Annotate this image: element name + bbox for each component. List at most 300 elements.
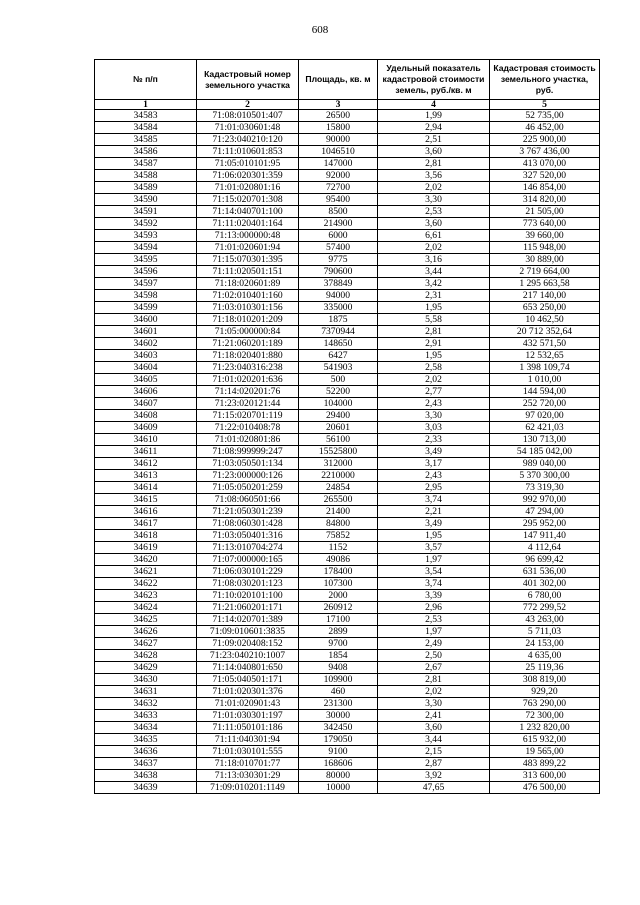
area-cell: 107300 (299, 578, 378, 590)
cadastral-value-cell: 5 711,03 (490, 626, 600, 638)
row-number-cell: 34608 (95, 410, 197, 422)
table-row (95, 542, 600, 554)
specific-value-cell: 2,87 (378, 758, 490, 770)
row-number-cell: 34614 (95, 482, 197, 494)
cadastral-value-cell: 1 295 663,58 (490, 278, 600, 290)
cadastral-value-cell: 295 952,00 (490, 518, 600, 530)
cadastral-value-cell: 24 153,00 (490, 638, 600, 650)
column-number: 3 (299, 100, 378, 110)
specific-value-cell: 3,17 (378, 458, 490, 470)
cadastral-value-cell: 615 932,00 (490, 734, 600, 746)
area-cell: 56100 (299, 434, 378, 446)
area-cell: 90000 (299, 134, 378, 146)
row-number-cell: 34598 (95, 290, 197, 302)
area-cell: 94000 (299, 290, 378, 302)
table-row (95, 134, 600, 146)
cadastral-number-cell: 71:02:010401:160 (197, 290, 299, 302)
row-number-cell: 34632 (95, 698, 197, 710)
cadastral-number-cell: 71:21:050301:239 (197, 506, 299, 518)
row-number-cell: 34613 (95, 470, 197, 482)
area-cell: 9700 (299, 638, 378, 650)
area-cell: 49086 (299, 554, 378, 566)
row-number-cell: 34604 (95, 362, 197, 374)
cadastral-value-cell: 39 660,00 (490, 230, 600, 242)
specific-value-cell: 2,67 (378, 662, 490, 674)
row-number-cell: 34625 (95, 614, 197, 626)
column-number: 5 (490, 100, 600, 110)
row-number-cell: 34622 (95, 578, 197, 590)
area-cell: 1152 (299, 542, 378, 554)
area-cell: 24854 (299, 482, 378, 494)
row-number-cell: 34612 (95, 458, 197, 470)
cadastral-value-cell: 30 889,00 (490, 254, 600, 266)
area-cell: 26500 (299, 110, 378, 122)
table-row (95, 302, 600, 314)
specific-value-cell: 2,91 (378, 338, 490, 350)
table-row (95, 182, 600, 194)
cadastral-value-cell: 308 819,00 (490, 674, 600, 686)
area-cell: 6000 (299, 230, 378, 242)
cadastral-value-cell: 47 294,00 (490, 506, 600, 518)
column-number: 1 (95, 100, 197, 110)
table-row (95, 746, 600, 758)
area-cell: 72700 (299, 182, 378, 194)
cadastral-value-cell: 147 911,40 (490, 530, 600, 542)
cadastral-number-cell: 71:03:050401:316 (197, 530, 299, 542)
row-number-cell: 34603 (95, 350, 197, 362)
specific-value-cell: 1,95 (378, 530, 490, 542)
cadastral-number-cell: 71:21:060201:189 (197, 338, 299, 350)
area-cell: 9408 (299, 662, 378, 674)
row-number-cell: 34588 (95, 170, 197, 182)
area-cell: 342450 (299, 722, 378, 734)
row-number-cell: 34596 (95, 266, 197, 278)
row-number-cell: 34615 (95, 494, 197, 506)
table-row (95, 710, 600, 722)
cadastral-number-cell: 71:01:020801:86 (197, 434, 299, 446)
cadastral-number-cell: 71:13:010704:274 (197, 542, 299, 554)
cadastral-value-cell: 25 119,36 (490, 662, 600, 674)
specific-value-cell: 3,30 (378, 194, 490, 206)
cadastral-value-cell: 21 505,00 (490, 206, 600, 218)
specific-value-cell: 2,43 (378, 470, 490, 482)
table-row (95, 530, 600, 542)
table-row (95, 422, 600, 434)
cadastral-number-cell: 71:08:060501:66 (197, 494, 299, 506)
specific-value-cell: 3,30 (378, 698, 490, 710)
cadastral-value-cell: 5 370 300,00 (490, 470, 600, 482)
specific-value-cell: 2,02 (378, 374, 490, 386)
table-row (95, 242, 600, 254)
cadastral-number-cell: 71:18:010701:77 (197, 758, 299, 770)
cadastral-number-cell: 71:15:020701:119 (197, 410, 299, 422)
table-row (95, 254, 600, 266)
cadastral-number-cell: 71:13:000000:48 (197, 230, 299, 242)
row-number-cell: 34629 (95, 662, 197, 674)
table-row (95, 518, 600, 530)
cadastral-value-cell: 992 970,00 (490, 494, 600, 506)
cadastral-value-cell: 217 140,00 (490, 290, 600, 302)
cadastral-value-cell: 43 263,00 (490, 614, 600, 626)
table-row (95, 782, 600, 794)
table-body (95, 110, 600, 794)
row-number-cell: 34617 (95, 518, 197, 530)
row-number-cell: 34602 (95, 338, 197, 350)
row-number-cell: 34592 (95, 218, 197, 230)
row-number-cell: 34618 (95, 530, 197, 542)
row-number-cell: 34628 (95, 650, 197, 662)
cadastral-number-cell: 71:11:040301:94 (197, 734, 299, 746)
specific-value-cell: 5,58 (378, 314, 490, 326)
area-cell: 790600 (299, 266, 378, 278)
area-cell: 80000 (299, 770, 378, 782)
cadastral-value-cell: 225 900,00 (490, 134, 600, 146)
specific-value-cell: 1,97 (378, 554, 490, 566)
specific-value-cell: 3,03 (378, 422, 490, 434)
area-cell: 7370944 (299, 326, 378, 338)
area-cell: 214900 (299, 218, 378, 230)
area-cell: 17100 (299, 614, 378, 626)
cadastral-number-cell: 71:23:000000:126 (197, 470, 299, 482)
cadastral-number-cell: 71:11:020501:151 (197, 266, 299, 278)
area-cell: 15800 (299, 122, 378, 134)
cadastral-value-cell: 20 712 352,64 (490, 326, 600, 338)
row-number-cell: 34583 (95, 110, 197, 122)
specific-value-cell: 6,61 (378, 230, 490, 242)
specific-value-cell: 2,51 (378, 134, 490, 146)
cadastral-number-cell: 71:23:040316:238 (197, 362, 299, 374)
row-number-cell: 34619 (95, 542, 197, 554)
row-number-cell: 34599 (95, 302, 197, 314)
area-cell: 2899 (299, 626, 378, 638)
specific-value-cell: 2,41 (378, 710, 490, 722)
cadastral-number-cell: 71:05:010101:95 (197, 158, 299, 170)
specific-value-cell: 2,77 (378, 386, 490, 398)
row-number-cell: 34631 (95, 686, 197, 698)
area-cell: 8500 (299, 206, 378, 218)
cadastral-number-cell: 71:14:020701:389 (197, 614, 299, 626)
specific-value-cell: 2,81 (378, 158, 490, 170)
cadastral-number-cell: 71:18:010201:209 (197, 314, 299, 326)
table-row (95, 206, 600, 218)
row-number-cell: 34636 (95, 746, 197, 758)
table-row (95, 122, 600, 134)
table-row (95, 362, 600, 374)
table-row (95, 494, 600, 506)
specific-value-cell: 2,94 (378, 122, 490, 134)
table-row (95, 218, 600, 230)
specific-value-cell: 3,30 (378, 410, 490, 422)
cadastral-value-cell: 19 565,00 (490, 746, 600, 758)
area-cell: 104000 (299, 398, 378, 410)
header-row-number: № п/п (95, 60, 197, 100)
cadastral-number-cell: 71:11:050101:186 (197, 722, 299, 734)
specific-value-cell: 3,74 (378, 578, 490, 590)
area-cell: 1854 (299, 650, 378, 662)
table-row (95, 734, 600, 746)
specific-value-cell: 2,81 (378, 674, 490, 686)
cadastral-value-cell: 2 719 664,00 (490, 266, 600, 278)
row-number-cell: 34630 (95, 674, 197, 686)
specific-value-cell: 2,21 (378, 506, 490, 518)
page-number: 608 (311, 24, 329, 36)
row-number-cell: 34637 (95, 758, 197, 770)
table-row (95, 626, 600, 638)
row-number-cell: 34620 (95, 554, 197, 566)
table-row (95, 410, 600, 422)
area-cell: 75852 (299, 530, 378, 542)
row-number-cell: 34633 (95, 710, 197, 722)
area-cell: 178400 (299, 566, 378, 578)
cadastral-number-cell: 71:15:070301:395 (197, 254, 299, 266)
specific-value-cell: 3,74 (378, 494, 490, 506)
header-area: Площадь, кв. м (299, 60, 378, 100)
specific-value-cell: 3,57 (378, 542, 490, 554)
area-cell: 95400 (299, 194, 378, 206)
specific-value-cell: 2,33 (378, 434, 490, 446)
table-row (95, 278, 600, 290)
cadastral-number-cell: 71:08:999999:247 (197, 446, 299, 458)
cadastral-value-cell: 46 452,00 (490, 122, 600, 134)
table-row (95, 638, 600, 650)
table-row (95, 662, 600, 674)
column-number: 2 (197, 100, 299, 110)
row-number-cell: 34586 (95, 146, 197, 158)
table-row (95, 110, 600, 122)
row-number-cell: 34591 (95, 206, 197, 218)
specific-value-cell: 2,81 (378, 326, 490, 338)
cadastral-number-cell: 71:22:010408:78 (197, 422, 299, 434)
area-cell: 29400 (299, 410, 378, 422)
row-number-cell: 34587 (95, 158, 197, 170)
cadastral-value-cell: 432 571,50 (490, 338, 600, 350)
header-specific-value: Удельный показатель кадастровой стоимости земель, руб./кв. м (378, 60, 490, 100)
cadastral-number-cell: 71:23:020121:44 (197, 398, 299, 410)
cadastral-value-cell: 314 820,00 (490, 194, 600, 206)
area-cell: 109900 (299, 674, 378, 686)
row-number-cell: 34590 (95, 194, 197, 206)
area-cell: 541903 (299, 362, 378, 374)
area-cell: 265500 (299, 494, 378, 506)
cadastral-value-cell: 401 302,00 (490, 578, 600, 590)
specific-value-cell: 2,53 (378, 614, 490, 626)
specific-value-cell: 3,44 (378, 734, 490, 746)
table-row (95, 146, 600, 158)
cadastral-value-cell: 989 040,00 (490, 458, 600, 470)
row-number-cell: 34626 (95, 626, 197, 638)
table-row (95, 650, 600, 662)
row-number-cell: 34616 (95, 506, 197, 518)
cadastral-value-cell: 10 462,50 (490, 314, 600, 326)
cadastral-value-cell: 772 299,52 (490, 602, 600, 614)
area-cell: 20601 (299, 422, 378, 434)
specific-value-cell: 1,95 (378, 302, 490, 314)
row-number-cell: 34621 (95, 566, 197, 578)
area-cell: 460 (299, 686, 378, 698)
table-row (95, 722, 600, 734)
row-number-cell: 34589 (95, 182, 197, 194)
table-row (95, 194, 600, 206)
cadastral-value-cell: 476 500,00 (490, 782, 600, 794)
cadastral-number-cell: 71:01:030301:197 (197, 710, 299, 722)
specific-value-cell: 2,49 (378, 638, 490, 650)
specific-value-cell: 3,42 (378, 278, 490, 290)
cadastral-value-cell: 631 536,00 (490, 566, 600, 578)
table-row (95, 230, 600, 242)
row-number-cell: 34634 (95, 722, 197, 734)
specific-value-cell: 3,39 (378, 590, 490, 602)
cadastral-value-cell: 327 520,00 (490, 170, 600, 182)
cadastral-value-cell: 130 713,00 (490, 434, 600, 446)
table-row (95, 686, 600, 698)
cadastral-number-cell: 71:05:040501:171 (197, 674, 299, 686)
table-row (95, 170, 600, 182)
cadastral-value-cell: 12 532,65 (490, 350, 600, 362)
row-number-cell: 34623 (95, 590, 197, 602)
table-row (95, 566, 600, 578)
specific-value-cell: 2,96 (378, 602, 490, 614)
header-cadastral-number: Кадастровый номер земельного участка (197, 60, 299, 100)
table-row (95, 506, 600, 518)
cadastral-number-cell: 71:14:040701:100 (197, 206, 299, 218)
cadastral-number-cell: 71:01:020201:636 (197, 374, 299, 386)
cadastral-value-cell: 763 290,00 (490, 698, 600, 710)
area-cell: 10000 (299, 782, 378, 794)
table-row (95, 602, 600, 614)
table-row (95, 374, 600, 386)
row-number-cell: 34593 (95, 230, 197, 242)
area-cell: 1046510 (299, 146, 378, 158)
row-number-cell: 34627 (95, 638, 197, 650)
area-cell: 179050 (299, 734, 378, 746)
cadastral-number-cell: 71:06:020301:359 (197, 170, 299, 182)
table-row (95, 350, 600, 362)
cadastral-value-cell: 97 020,00 (490, 410, 600, 422)
area-cell: 9100 (299, 746, 378, 758)
cadastral-value-table (94, 59, 600, 794)
table-row (95, 578, 600, 590)
table-row (95, 326, 600, 338)
cadastral-value-cell: 6 780,00 (490, 590, 600, 602)
area-cell: 6427 (299, 350, 378, 362)
cadastral-number-cell: 71:01:030601:48 (197, 122, 299, 134)
header-cadastral-value: Кадастровая стоимость земельного участка, руб. (490, 60, 600, 100)
specific-value-cell: 2,53 (378, 206, 490, 218)
specific-value-cell: 2,02 (378, 242, 490, 254)
area-cell: 231300 (299, 698, 378, 710)
cadastral-value-cell: 115 948,00 (490, 242, 600, 254)
area-cell: 15525800 (299, 446, 378, 458)
cadastral-value-cell: 413 070,00 (490, 158, 600, 170)
cadastral-value-cell: 653 250,00 (490, 302, 600, 314)
table-row (95, 386, 600, 398)
cadastral-number-cell: 71:05:000000:84 (197, 326, 299, 338)
cadastral-number-cell: 71:03:050501:134 (197, 458, 299, 470)
cadastral-number-cell: 71:01:020901:43 (197, 698, 299, 710)
cadastral-number-cell: 71:15:020701:308 (197, 194, 299, 206)
row-number-cell: 34624 (95, 602, 197, 614)
area-cell: 2000 (299, 590, 378, 602)
cadastral-number-cell: 71:01:020601:94 (197, 242, 299, 254)
specific-value-cell: 2,31 (378, 290, 490, 302)
row-number-cell: 34611 (95, 446, 197, 458)
cadastral-value-cell: 313 600,00 (490, 770, 600, 782)
table-row (95, 458, 600, 470)
specific-value-cell: 2,58 (378, 362, 490, 374)
cadastral-number-cell: 71:01:030101:555 (197, 746, 299, 758)
table-row (95, 758, 600, 770)
specific-value-cell: 2,02 (378, 686, 490, 698)
specific-value-cell: 3,92 (378, 770, 490, 782)
table-row (95, 482, 600, 494)
specific-value-cell: 3,49 (378, 518, 490, 530)
specific-value-cell: 1,97 (378, 626, 490, 638)
row-number-cell: 34585 (95, 134, 197, 146)
cadastral-number-cell: 71:08:030201:123 (197, 578, 299, 590)
table-row (95, 674, 600, 686)
row-number-cell: 34600 (95, 314, 197, 326)
specific-value-cell: 1,99 (378, 110, 490, 122)
cadastral-number-cell: 71:14:040801:650 (197, 662, 299, 674)
row-number-cell: 34594 (95, 242, 197, 254)
cadastral-value-cell: 72 300,00 (490, 710, 600, 722)
table-row (95, 698, 600, 710)
column-number: 4 (378, 100, 490, 110)
area-cell: 148650 (299, 338, 378, 350)
specific-value-cell: 2,50 (378, 650, 490, 662)
row-number-cell: 34584 (95, 122, 197, 134)
cadastral-number-cell: 71:11:010601:853 (197, 146, 299, 158)
cadastral-value-cell: 252 720,00 (490, 398, 600, 410)
cadastral-number-cell: 71:09:010201:1149 (197, 782, 299, 794)
cadastral-value-cell: 1 010,00 (490, 374, 600, 386)
row-number-cell: 34606 (95, 386, 197, 398)
cadastral-value-cell: 4 112,64 (490, 542, 600, 554)
cadastral-number-cell: 71:06:030101:229 (197, 566, 299, 578)
specific-value-cell: 3,49 (378, 446, 490, 458)
row-number-cell: 34601 (95, 326, 197, 338)
cadastral-number-cell: 71:09:020408:152 (197, 638, 299, 650)
specific-value-cell: 3,60 (378, 218, 490, 230)
area-cell: 21400 (299, 506, 378, 518)
cadastral-number-cell: 71:01:020301:376 (197, 686, 299, 698)
row-number-cell: 34609 (95, 422, 197, 434)
area-cell: 92000 (299, 170, 378, 182)
cadastral-number-cell: 71:23:040210:120 (197, 134, 299, 146)
specific-value-cell: 2,95 (378, 482, 490, 494)
table-row (95, 266, 600, 278)
area-cell: 335000 (299, 302, 378, 314)
cadastral-value-cell: 1 398 109,74 (490, 362, 600, 374)
cadastral-value-cell: 144 594,00 (490, 386, 600, 398)
cadastral-number-cell: 71:14:020201:76 (197, 386, 299, 398)
cadastral-number-cell: 71:21:060201:171 (197, 602, 299, 614)
cadastral-number-cell: 71:23:040210:1007 (197, 650, 299, 662)
cadastral-number-cell: 71:18:020401:880 (197, 350, 299, 362)
cadastral-number-cell: 71:13:030301:29 (197, 770, 299, 782)
area-cell: 30000 (299, 710, 378, 722)
table-row (95, 314, 600, 326)
area-cell: 312000 (299, 458, 378, 470)
area-cell: 147000 (299, 158, 378, 170)
table-row (95, 434, 600, 446)
table-row (95, 338, 600, 350)
cadastral-value-cell: 773 640,00 (490, 218, 600, 230)
table-row (95, 614, 600, 626)
area-cell: 378849 (299, 278, 378, 290)
row-number-cell: 34638 (95, 770, 197, 782)
cadastral-number-cell: 71:09:010601:3835 (197, 626, 299, 638)
